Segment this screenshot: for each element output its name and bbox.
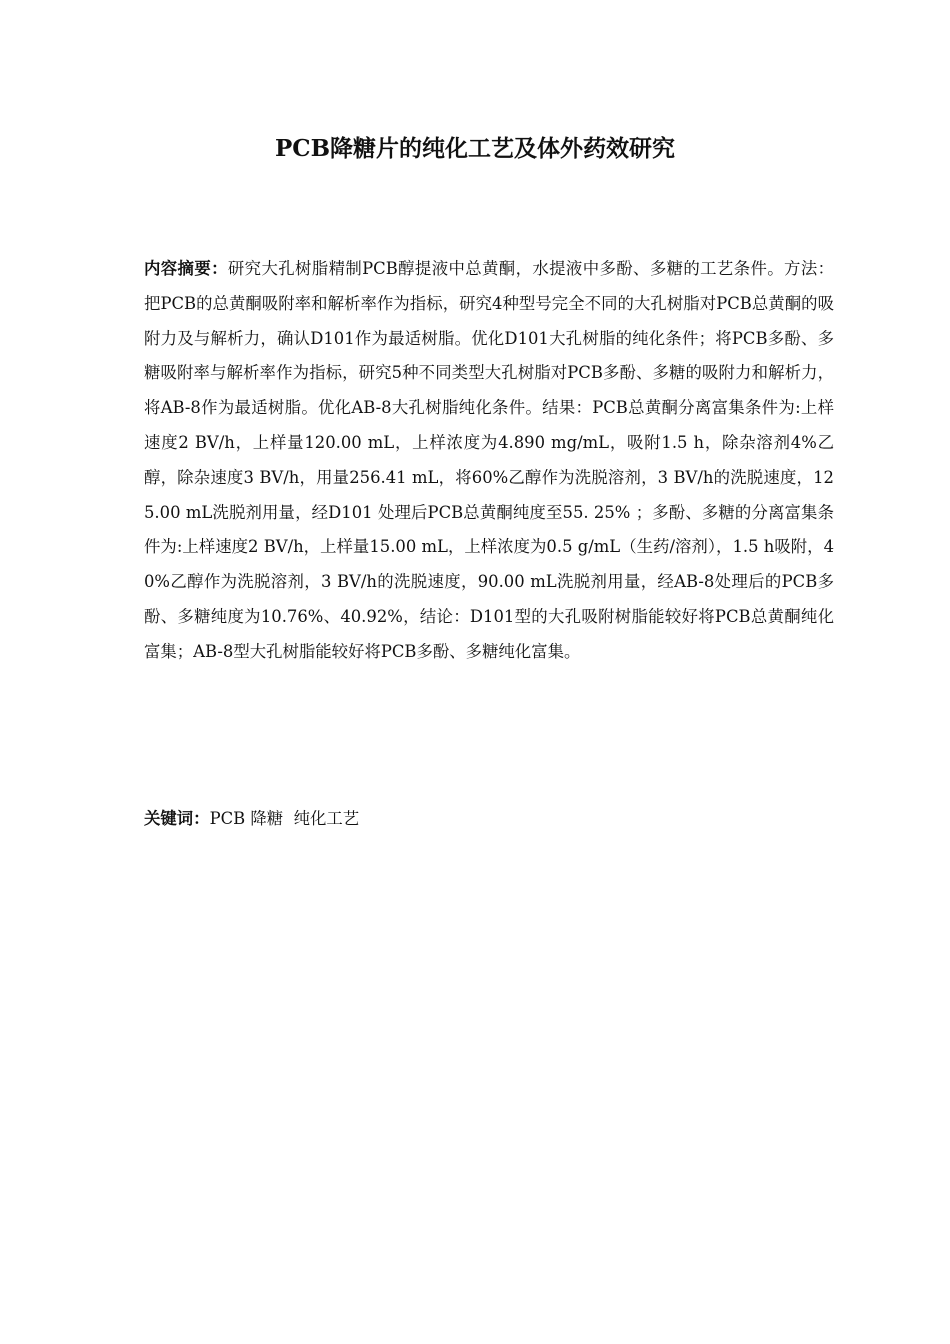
- keywords-text: PCB 降糖 纯化工艺: [209, 809, 360, 828]
- document-title: PCB降糖片的纯化工艺及体外药效研究: [274, 135, 676, 162]
- keywords-paragraph: [144, 802, 834, 836]
- abstract-paragraph: [144, 252, 834, 670]
- abstract-label: 内容摘要：: [144, 259, 228, 278]
- abstract-text: 研究大孔树脂精制PCB醇提液中总黄酮，水提液中多酚、多糖的工艺条件。方法：把PCB的总黄酮吸附率和解析率作为指标，研究4种型号完全不同的大孔树脂对PCB总黄酮的吸附力及与解析力，确认D101作为最适树脂。优化D101大孔树脂的纯化条件；将PCB多酚、多糖吸附率与解析率作为指标，研究5种不同类型大孔树脂对PCB多酚、多糖的吸附力和解析力，将AB-8作为最适树脂。优化AB-8大孔树脂纯化条件。结果：PCB总黄酮分离富集条件为:上样速度2 BV/h，上样量120.00 mL，上样浓度为4.890 mg/mL，吸附1.5 h，除杂溶剂4%乙醇，除杂速度3 BV/h，用量256.41 mL，将60%乙醇作为洗脱溶剂，3 BV/h的洗脱速度，125.00 mL洗脱剂用量，经D101 处理后PCB总黄酮纯度至55. 25% ；多酚、多糖的分离富集条件为:上样速度2 BV/h，上样量15.00 mL，上样浓度为0.5 g/mL（生药/溶剂），1.5 h吸附，40%乙醇作为洗脱溶剂，3 BV/h的洗脱速度，90.00 mL洗脱剂用量，经AB-8处理后的PCB多酚、多糖纯度为10.76%、40.92%，结论：D101型的大孔吸附树脂能较好将PCB总黄酮纯化富集；AB-8型大孔树脂能较好将PCB多酚、多糖纯化富集。: [144, 259, 834, 661]
- keywords-label: 关键词：: [144, 809, 210, 828]
